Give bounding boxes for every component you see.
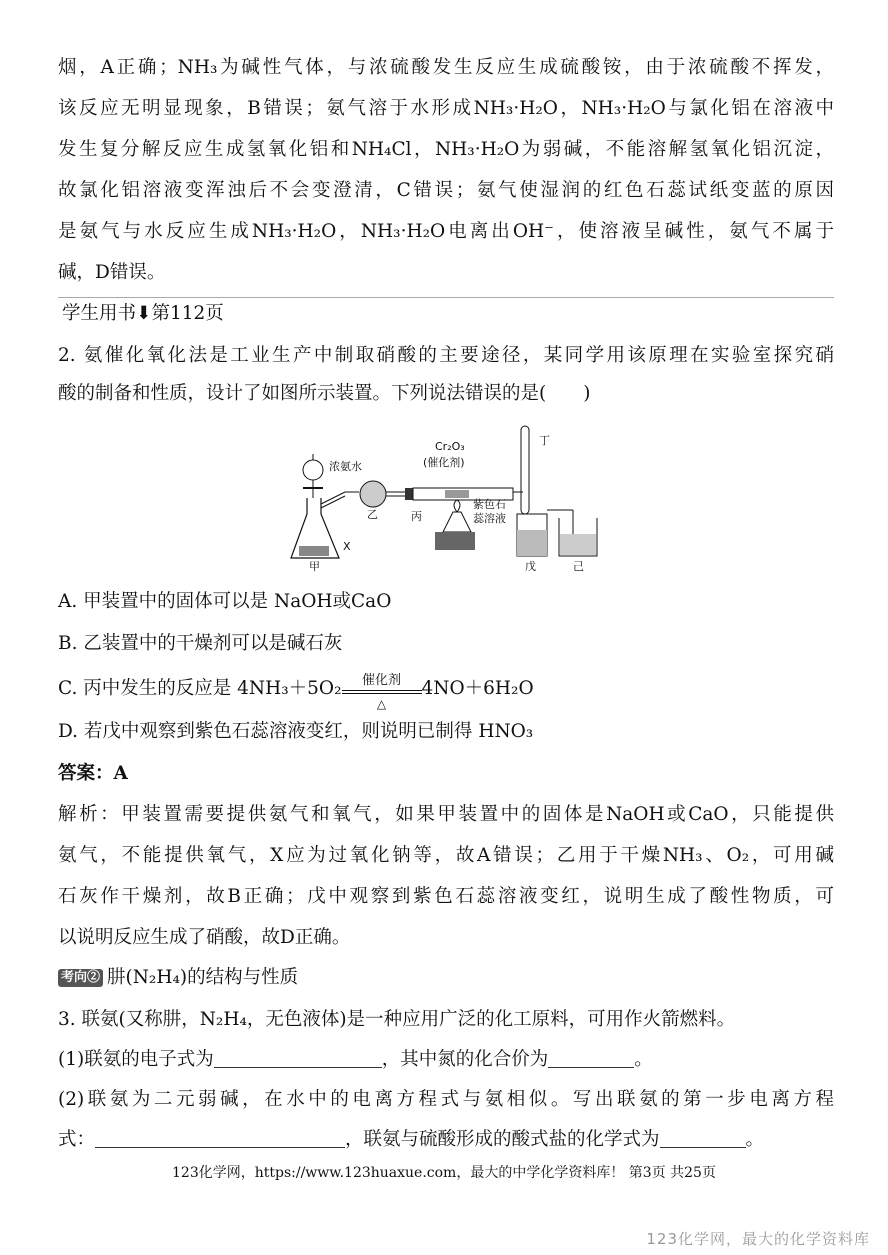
apparatus-diagram [285, 422, 605, 572]
option-c [58, 673, 534, 711]
condition-heat: △ [376, 697, 387, 711]
tube-ding [521, 426, 529, 514]
explanation-line: 解析：甲装置需要提供氨气和氧气，如果甲装置中的固体是NaOH或CaO，只能提供 [58, 804, 834, 825]
text-line: 碱，D错误。 [58, 262, 166, 283]
explanation-line: 以说明反应生成了硝酸，故D正确。 [58, 927, 351, 948]
topic-heading [58, 966, 298, 990]
section-marker: 学生用书⬇第112页 [62, 303, 224, 324]
question-stem: 酸的制备和性质，设计了如图所示装置。下列说法错误的是( ) [58, 383, 591, 404]
solid-x [299, 546, 329, 556]
text-line: 是氨气与水反应生成NH₃·H₂O，NH₃·H₂O电离出OH⁻，使溶液呈碱性，氨气不属于 [58, 221, 834, 242]
part2-text: 。 [745, 1129, 765, 1150]
part1-text: (1)联氨的电子式为 [58, 1049, 214, 1070]
part1-text: 。 [634, 1049, 653, 1070]
option-b: B. 乙装置中的干燥剂可以是碱石灰 [58, 633, 343, 654]
watermark: 123化学网，最大的化学资料库 [646, 1230, 870, 1248]
label-ji: 己 [573, 560, 584, 572]
label-ammonia: 浓氨水 [329, 460, 362, 473]
page-footer: 123化学网，https://www.123huaxue.com，最大的中学化学资料库！ 第3页 共25页 [172, 1165, 716, 1181]
option-d: D. 若戊中观察到紫色石蕊溶液变红，则说明已制得 HNO₃ [58, 721, 534, 742]
text-line: 发生复分解反应生成氢氧化铝和NH₄Cl，NH₃·H₂O为弱碱，不能溶解氢氧化铝沉淀， [58, 139, 834, 160]
label-catalyst-note: (催化剂) [423, 456, 465, 469]
text-line: 故氯化铝溶液变浑浊后不会变澄清，C错误；氨气使湿润的红色石蕊试纸变蓝的原因 [58, 180, 834, 201]
reaction-condition [342, 673, 422, 711]
alcohol-lamp [443, 512, 471, 532]
question-3-part1 [58, 1048, 653, 1072]
question-3-part2-cont [58, 1128, 764, 1152]
label-jia: 甲 [309, 560, 320, 572]
answer: 答案：A [58, 763, 128, 784]
label-catalyst: Cr₂O₃ [435, 440, 465, 453]
separatory-funnel [303, 460, 323, 480]
topic-title: 肼(N₂H₄)的结构与性质 [107, 967, 299, 988]
part2-text: ，联氨与硫酸形成的酸式盐的化学式为 [345, 1129, 660, 1150]
label-x: X [343, 540, 351, 553]
label-litmus: 蕊溶液 [473, 512, 506, 525]
question-stem: 2. 氨催化氧化法是工业生产中制取硝酸的主要途径，某同学用该原理在实验室探究硝 [58, 345, 834, 366]
label-bing: 丙 [411, 510, 422, 523]
explanation-line: 氨气，不能提供氧气，X应为过氧化钠等，故A错误；乙用于干燥NH₃、O₂，可用碱 [58, 845, 834, 866]
option-a: A. 甲装置中的固体可以是 NaOH或CaO [58, 591, 392, 612]
answer-blank[interactable] [214, 1049, 382, 1068]
text-line: 该反应无明显现象，B错误；氨气溶于水形成NH₃·H₂O，NH₃·H₂O与氯化铝在溶液中 [58, 98, 834, 119]
option-c-left: C. 丙中发生的反应是 4NH₃＋5O₂ [58, 678, 342, 699]
part1-text: ，其中氮的化合价为 [381, 1049, 549, 1070]
label-litmus: 紫色石 [473, 498, 506, 511]
topic-tag: 考向② [58, 969, 103, 987]
question-3-part2: (2)联氨为二元弱碱，在水中的电离方程式与氨相似。写出联氨的第一步电离方程 [58, 1089, 834, 1110]
part2-text: 式： [58, 1129, 96, 1150]
condition-catalyst: 催化剂 [361, 673, 401, 688]
explanation-line: 石灰作干燥剂，故B正确；戊中观察到紫色石蕊溶液变红，说明生成了酸性物质，可 [58, 886, 834, 907]
label-ding: 丁 [539, 434, 550, 447]
question-stem: 3. 联氨(又称肼，N₂H₄，无色液体)是一种应用广泛的化工原料，可用作火箭燃料。 [58, 1009, 736, 1030]
answer-blank[interactable] [548, 1049, 634, 1068]
divider [58, 297, 834, 298]
text-line: 烟，A正确；NH₃为碱性气体，与浓硫酸发生反应生成硫酸铵，由于浓硫酸不挥发， [58, 57, 834, 78]
answer-blank[interactable] [660, 1129, 746, 1148]
drying-tube-yi [360, 481, 386, 507]
option-c-right: 4NO＋6H₂O [421, 678, 534, 699]
label-yi: 乙 [367, 508, 378, 521]
answer-blank[interactable] [95, 1129, 345, 1148]
label-wu: 戊 [525, 560, 536, 572]
